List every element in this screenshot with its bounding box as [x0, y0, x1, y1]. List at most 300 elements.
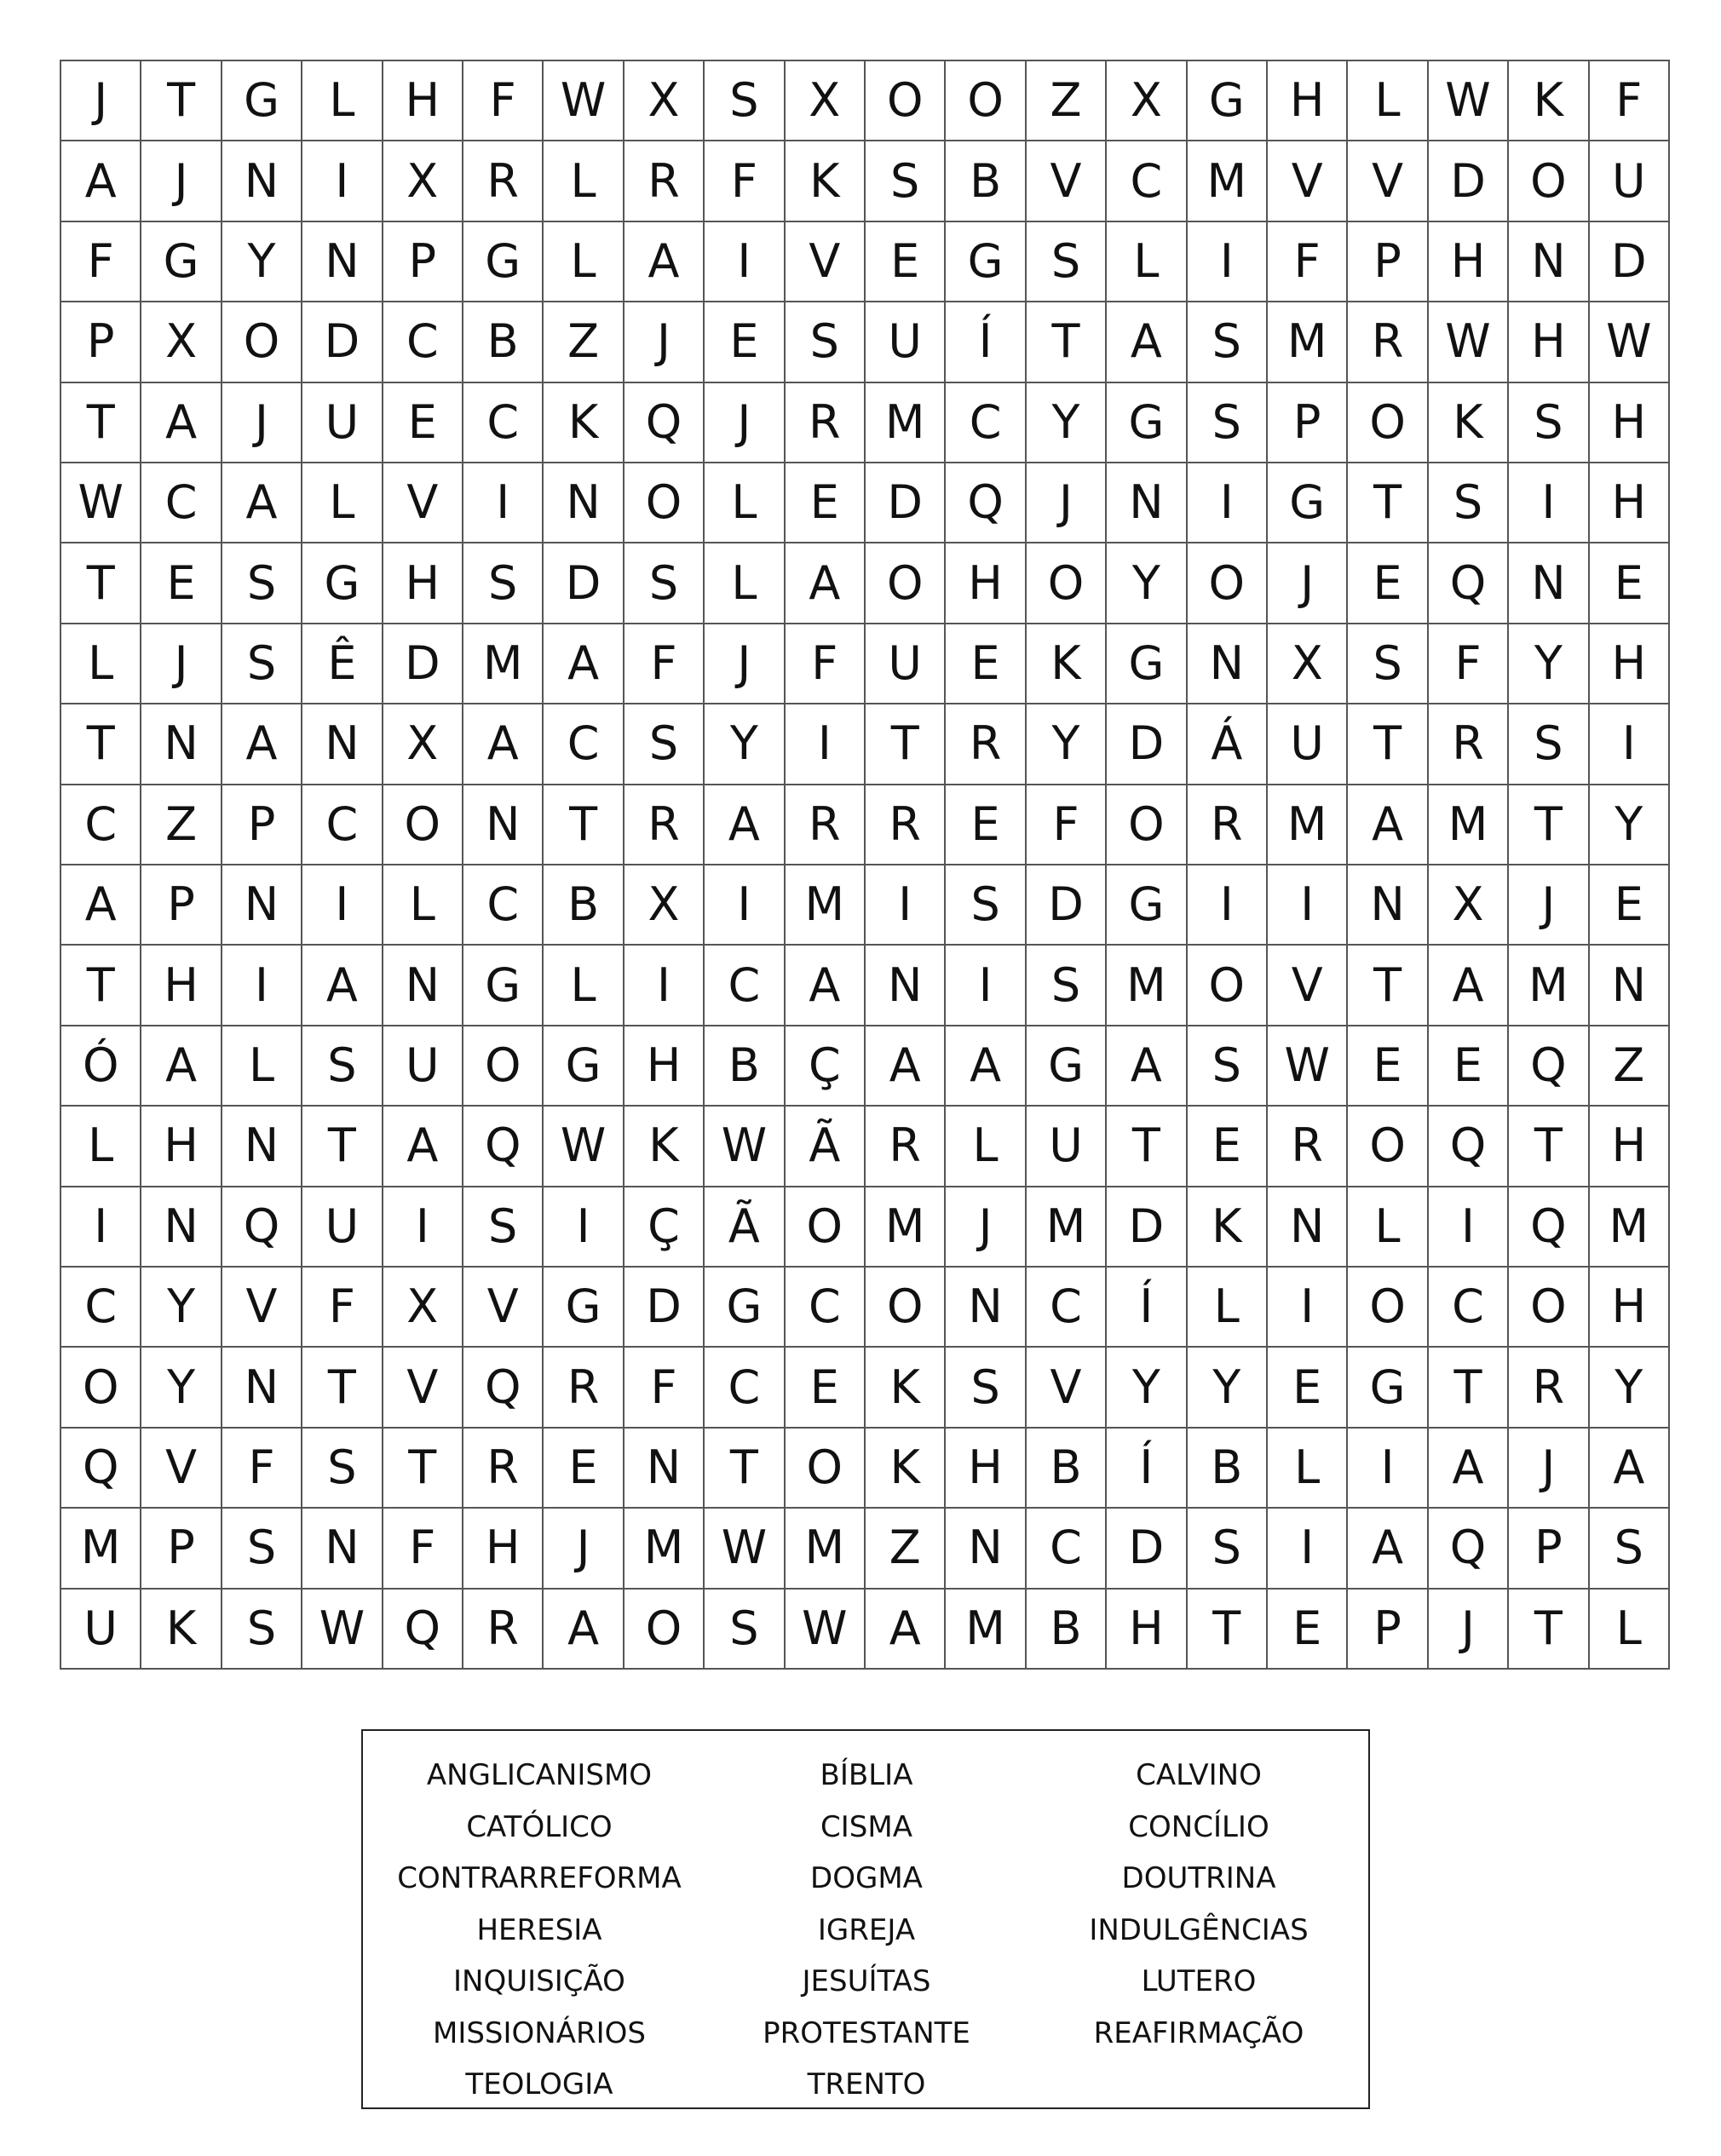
grid-cell[interactable]: F — [302, 1268, 383, 1348]
grid-cell[interactable]: S — [302, 1026, 383, 1107]
grid-cell[interactable]: M — [1268, 302, 1348, 382]
grid-cell[interactable]: P — [1348, 1590, 1428, 1670]
grid-cell[interactable]: N — [866, 946, 946, 1026]
grid-cell[interactable]: C — [1107, 141, 1187, 221]
grid-cell[interactable]: O — [786, 1429, 866, 1509]
grid-cell[interactable]: C — [705, 946, 785, 1026]
grid-cell[interactable]: J — [141, 624, 222, 704]
grid-cell[interactable]: Ã — [705, 1187, 785, 1268]
grid-cell[interactable]: S — [1509, 383, 1589, 463]
grid-cell[interactable]: O — [1348, 1107, 1428, 1187]
grid-cell[interactable]: A — [946, 1026, 1026, 1107]
grid-cell[interactable]: T — [141, 61, 222, 141]
grid-cell[interactable]: W — [302, 1590, 383, 1670]
grid-cell[interactable]: K — [141, 1590, 222, 1670]
grid-cell[interactable]: R — [1348, 302, 1428, 382]
grid-cell[interactable]: L — [383, 865, 463, 946]
grid-cell[interactable]: A — [1429, 946, 1509, 1026]
grid-cell[interactable]: L — [302, 463, 383, 543]
grid-cell[interactable]: Q — [1429, 1107, 1509, 1187]
grid-cell[interactable]: L — [222, 1026, 302, 1107]
grid-cell[interactable]: K — [1429, 383, 1509, 463]
grid-cell[interactable]: C — [463, 383, 544, 463]
grid-cell[interactable]: N — [222, 141, 302, 221]
grid-cell[interactable]: Z — [866, 1509, 946, 1589]
grid-cell[interactable]: J — [222, 383, 302, 463]
grid-cell[interactable]: M — [866, 383, 946, 463]
grid-cell[interactable]: P — [383, 222, 463, 302]
grid-cell[interactable]: X — [786, 61, 866, 141]
grid-cell[interactable]: I — [302, 865, 383, 946]
grid-cell[interactable]: F — [1027, 785, 1107, 865]
grid-cell[interactable]: L — [1590, 1590, 1670, 1670]
grid-cell[interactable]: I — [1268, 1509, 1348, 1589]
grid-cell[interactable]: B — [463, 302, 544, 382]
grid-cell[interactable]: M — [61, 1509, 141, 1589]
grid-cell[interactable]: A — [1107, 302, 1187, 382]
grid-cell[interactable]: E — [786, 1348, 866, 1428]
grid-cell[interactable]: G — [302, 543, 383, 624]
grid-cell[interactable]: O — [866, 1268, 946, 1348]
grid-cell[interactable]: E — [141, 543, 222, 624]
grid-cell[interactable]: S — [463, 543, 544, 624]
grid-cell[interactable]: D — [1107, 704, 1187, 785]
grid-cell[interactable]: Y — [1107, 1348, 1187, 1428]
grid-cell[interactable]: T — [1348, 946, 1428, 1026]
grid-cell[interactable]: K — [866, 1348, 946, 1428]
grid-cell[interactable]: Ç — [625, 1187, 705, 1268]
grid-cell[interactable]: A — [1590, 1429, 1670, 1509]
grid-cell[interactable]: V — [1027, 141, 1107, 221]
grid-cell[interactable]: F — [61, 222, 141, 302]
grid-cell[interactable]: Q — [383, 1590, 463, 1670]
grid-cell[interactable]: E — [1268, 1348, 1348, 1428]
grid-cell[interactable]: T — [302, 1107, 383, 1187]
grid-cell[interactable]: W — [1429, 302, 1509, 382]
grid-cell[interactable]: L — [946, 1107, 1026, 1187]
grid-cell[interactable]: S — [463, 1187, 544, 1268]
grid-cell[interactable]: X — [625, 865, 705, 946]
grid-cell[interactable]: G — [705, 1268, 785, 1348]
grid-cell[interactable]: D — [1107, 1509, 1187, 1589]
grid-cell[interactable]: T — [383, 1429, 463, 1509]
grid-cell[interactable]: H — [1590, 383, 1670, 463]
grid-cell[interactable]: I — [1188, 222, 1268, 302]
grid-cell[interactable]: S — [222, 1590, 302, 1670]
grid-cell[interactable]: U — [866, 302, 946, 382]
grid-cell[interactable]: I — [61, 1187, 141, 1268]
grid-cell[interactable]: V — [141, 1429, 222, 1509]
grid-cell[interactable]: B — [544, 865, 624, 946]
grid-cell[interactable]: T — [1509, 1590, 1589, 1670]
grid-cell[interactable]: N — [222, 1348, 302, 1428]
grid-cell[interactable]: M — [786, 1509, 866, 1589]
grid-cell[interactable]: A — [705, 785, 785, 865]
grid-cell[interactable]: O — [866, 61, 946, 141]
grid-cell[interactable]: S — [946, 865, 1026, 946]
grid-cell[interactable]: I — [1268, 865, 1348, 946]
grid-cell[interactable]: K — [786, 141, 866, 221]
grid-cell[interactable]: T — [61, 383, 141, 463]
grid-cell[interactable]: F — [1268, 222, 1348, 302]
grid-cell[interactable]: B — [946, 141, 1026, 221]
grid-cell[interactable]: C — [61, 1268, 141, 1348]
grid-cell[interactable]: J — [1027, 463, 1107, 543]
grid-cell[interactable]: F — [625, 1348, 705, 1428]
grid-cell[interactable]: T — [1348, 463, 1428, 543]
grid-cell[interactable]: E — [1348, 1026, 1428, 1107]
grid-cell[interactable]: G — [1107, 865, 1187, 946]
grid-cell[interactable]: G — [222, 61, 302, 141]
grid-cell[interactable]: P — [141, 865, 222, 946]
grid-cell[interactable]: O — [1027, 543, 1107, 624]
grid-cell[interactable]: I — [705, 865, 785, 946]
grid-cell[interactable]: Q — [463, 1107, 544, 1187]
grid-cell[interactable]: L — [705, 463, 785, 543]
grid-cell[interactable]: Y — [141, 1268, 222, 1348]
grid-cell[interactable]: Y — [1590, 1348, 1670, 1428]
grid-cell[interactable]: E — [1268, 1590, 1348, 1670]
grid-cell[interactable]: G — [544, 1026, 624, 1107]
grid-cell[interactable]: K — [1027, 624, 1107, 704]
grid-cell[interactable]: M — [1509, 946, 1589, 1026]
grid-cell[interactable]: V — [383, 463, 463, 543]
grid-cell[interactable]: W — [786, 1590, 866, 1670]
grid-cell[interactable]: D — [1429, 141, 1509, 221]
grid-cell[interactable]: E — [946, 624, 1026, 704]
grid-cell[interactable]: R — [544, 1348, 624, 1428]
grid-cell[interactable]: N — [625, 1429, 705, 1509]
grid-cell[interactable]: T — [544, 785, 624, 865]
grid-cell[interactable]: L — [302, 61, 383, 141]
grid-cell[interactable]: U — [383, 1026, 463, 1107]
grid-cell[interactable]: H — [946, 1429, 1026, 1509]
grid-cell[interactable]: J — [625, 302, 705, 382]
grid-cell[interactable]: Ã — [786, 1107, 866, 1187]
grid-cell[interactable]: O — [463, 1026, 544, 1107]
grid-cell[interactable]: M — [1429, 785, 1509, 865]
grid-cell[interactable]: H — [1509, 302, 1589, 382]
grid-cell[interactable]: S — [222, 624, 302, 704]
grid-cell[interactable]: P — [1509, 1509, 1589, 1589]
grid-cell[interactable]: T — [1027, 302, 1107, 382]
grid-cell[interactable]: N — [1188, 624, 1268, 704]
grid-cell[interactable]: O — [1188, 946, 1268, 1026]
grid-cell[interactable]: I — [786, 704, 866, 785]
grid-cell[interactable]: Y — [1188, 1348, 1268, 1428]
grid-cell[interactable]: V — [786, 222, 866, 302]
grid-cell[interactable]: I — [1348, 1429, 1428, 1509]
grid-cell[interactable]: P — [1348, 222, 1428, 302]
grid-cell[interactable]: S — [1188, 302, 1268, 382]
grid-cell[interactable]: S — [1188, 1026, 1268, 1107]
grid-cell[interactable]: O — [625, 1590, 705, 1670]
grid-cell[interactable]: T — [1429, 1348, 1509, 1428]
grid-cell[interactable]: C — [544, 704, 624, 785]
grid-cell[interactable]: S — [222, 543, 302, 624]
grid-cell[interactable]: A — [625, 222, 705, 302]
grid-cell[interactable]: S — [705, 1590, 785, 1670]
grid-cell[interactable]: Q — [1509, 1187, 1589, 1268]
grid-cell[interactable]: B — [705, 1026, 785, 1107]
grid-cell[interactable]: N — [946, 1268, 1026, 1348]
grid-cell[interactable]: E — [1590, 543, 1670, 624]
grid-cell[interactable]: H — [383, 61, 463, 141]
grid-cell[interactable]: E — [1429, 1026, 1509, 1107]
grid-cell[interactable]: V — [1348, 141, 1428, 221]
grid-cell[interactable]: O — [222, 302, 302, 382]
grid-cell[interactable]: H — [141, 946, 222, 1026]
grid-cell[interactable]: H — [1107, 1590, 1187, 1670]
grid-cell[interactable]: U — [1268, 704, 1348, 785]
grid-cell[interactable]: Q — [946, 463, 1026, 543]
grid-cell[interactable]: M — [946, 1590, 1026, 1670]
grid-cell[interactable]: U — [866, 624, 946, 704]
grid-cell[interactable]: N — [302, 222, 383, 302]
grid-cell[interactable]: K — [1509, 61, 1589, 141]
grid-cell[interactable]: O — [1509, 141, 1589, 221]
grid-cell[interactable]: F — [625, 624, 705, 704]
grid-cell[interactable]: C — [463, 865, 544, 946]
grid-cell[interactable]: T — [705, 1429, 785, 1509]
grid-cell[interactable]: H — [1590, 1268, 1670, 1348]
grid-cell[interactable]: I — [1188, 463, 1268, 543]
grid-cell[interactable]: X — [141, 302, 222, 382]
grid-cell[interactable]: L — [61, 624, 141, 704]
grid-cell[interactable]: V — [222, 1268, 302, 1348]
grid-cell[interactable]: U — [1027, 1107, 1107, 1187]
grid-cell[interactable]: L — [544, 222, 624, 302]
grid-cell[interactable]: F — [1590, 61, 1670, 141]
grid-cell[interactable]: S — [946, 1348, 1026, 1428]
grid-cell[interactable]: N — [222, 1107, 302, 1187]
grid-cell[interactable]: Í — [1107, 1429, 1187, 1509]
grid-cell[interactable]: R — [1429, 704, 1509, 785]
grid-cell[interactable]: S — [866, 141, 946, 221]
grid-cell[interactable]: I — [1509, 463, 1589, 543]
grid-cell[interactable]: N — [141, 1187, 222, 1268]
grid-cell[interactable]: A — [222, 704, 302, 785]
grid-cell[interactable]: O — [625, 463, 705, 543]
grid-cell[interactable]: F — [705, 141, 785, 221]
grid-cell[interactable]: R — [625, 141, 705, 221]
grid-cell[interactable]: Á — [1188, 704, 1268, 785]
grid-cell[interactable]: P — [141, 1509, 222, 1589]
grid-cell[interactable]: R — [866, 785, 946, 865]
grid-cell[interactable]: G — [946, 222, 1026, 302]
grid-cell[interactable]: Q — [222, 1187, 302, 1268]
grid-cell[interactable]: W — [1268, 1026, 1348, 1107]
grid-cell[interactable]: L — [705, 543, 785, 624]
grid-cell[interactable]: H — [625, 1026, 705, 1107]
grid-cell[interactable]: Y — [705, 704, 785, 785]
grid-cell[interactable]: T — [1107, 1107, 1187, 1187]
grid-cell[interactable]: E — [1348, 543, 1428, 624]
grid-cell[interactable]: W — [705, 1107, 785, 1187]
grid-cell[interactable]: L — [544, 141, 624, 221]
grid-cell[interactable]: O — [946, 61, 1026, 141]
grid-cell[interactable]: Z — [544, 302, 624, 382]
grid-cell[interactable]: G — [1348, 1348, 1428, 1428]
grid-cell[interactable]: I — [1188, 865, 1268, 946]
grid-cell[interactable]: R — [463, 141, 544, 221]
grid-cell[interactable]: C — [1027, 1509, 1107, 1589]
grid-cell[interactable]: Z — [1590, 1026, 1670, 1107]
grid-cell[interactable]: Y — [222, 222, 302, 302]
grid-cell[interactable]: X — [1268, 624, 1348, 704]
grid-cell[interactable]: I — [302, 141, 383, 221]
grid-cell[interactable]: A — [61, 141, 141, 221]
grid-cell[interactable]: T — [1509, 1107, 1589, 1187]
grid-cell[interactable]: A — [1348, 785, 1428, 865]
grid-cell[interactable]: O — [1348, 1268, 1428, 1348]
grid-cell[interactable]: H — [946, 543, 1026, 624]
grid-cell[interactable]: V — [383, 1348, 463, 1428]
grid-cell[interactable]: Y — [1509, 624, 1589, 704]
grid-cell[interactable]: L — [1268, 1429, 1348, 1509]
grid-cell[interactable]: G — [1107, 624, 1187, 704]
grid-cell[interactable]: N — [1348, 865, 1428, 946]
grid-cell[interactable]: W — [544, 61, 624, 141]
grid-cell[interactable]: C — [302, 785, 383, 865]
grid-cell[interactable]: W — [544, 1107, 624, 1187]
grid-cell[interactable]: E — [1590, 865, 1670, 946]
grid-cell[interactable]: H — [463, 1509, 544, 1589]
grid-cell[interactable]: H — [1590, 1107, 1670, 1187]
grid-cell[interactable]: T — [61, 946, 141, 1026]
grid-cell[interactable]: H — [1429, 222, 1509, 302]
grid-cell[interactable]: H — [383, 543, 463, 624]
grid-cell[interactable]: Í — [946, 302, 1026, 382]
grid-cell[interactable]: G — [463, 222, 544, 302]
grid-cell[interactable]: A — [544, 1590, 624, 1670]
grid-cell[interactable]: M — [1107, 946, 1187, 1026]
grid-cell[interactable]: B — [1188, 1429, 1268, 1509]
grid-cell[interactable]: E — [786, 463, 866, 543]
grid-cell[interactable]: F — [786, 624, 866, 704]
grid-cell[interactable]: Z — [141, 785, 222, 865]
grid-cell[interactable]: Z — [1027, 61, 1107, 141]
grid-cell[interactable]: F — [383, 1509, 463, 1589]
grid-cell[interactable]: X — [1107, 61, 1187, 141]
grid-cell[interactable]: E — [383, 383, 463, 463]
grid-cell[interactable]: A — [222, 463, 302, 543]
grid-cell[interactable]: S — [1027, 222, 1107, 302]
grid-cell[interactable]: T — [1188, 1590, 1268, 1670]
grid-cell[interactable]: K — [866, 1429, 946, 1509]
grid-cell[interactable]: A — [61, 865, 141, 946]
grid-cell[interactable]: N — [1509, 543, 1589, 624]
grid-cell[interactable]: W — [1590, 302, 1670, 382]
grid-cell[interactable]: Y — [1027, 383, 1107, 463]
grid-cell[interactable]: T — [61, 704, 141, 785]
grid-cell[interactable]: R — [786, 383, 866, 463]
grid-cell[interactable]: P — [61, 302, 141, 382]
grid-cell[interactable]: O — [866, 543, 946, 624]
grid-cell[interactable]: V — [1027, 1348, 1107, 1428]
grid-cell[interactable]: M — [1027, 1187, 1107, 1268]
grid-cell[interactable]: A — [786, 946, 866, 1026]
grid-cell[interactable]: D — [866, 463, 946, 543]
grid-cell[interactable]: Ó — [61, 1026, 141, 1107]
grid-cell[interactable]: I — [866, 865, 946, 946]
grid-cell[interactable]: N — [222, 865, 302, 946]
grid-cell[interactable]: D — [544, 543, 624, 624]
grid-cell[interactable]: O — [786, 1187, 866, 1268]
grid-cell[interactable]: M — [866, 1187, 946, 1268]
grid-cell[interactable]: J — [544, 1509, 624, 1589]
grid-cell[interactable]: R — [1268, 1107, 1348, 1187]
grid-cell[interactable]: L — [1107, 222, 1187, 302]
grid-cell[interactable]: K — [1188, 1187, 1268, 1268]
grid-cell[interactable]: E — [1188, 1107, 1268, 1187]
grid-cell[interactable]: J — [946, 1187, 1026, 1268]
grid-cell[interactable]: G — [544, 1268, 624, 1348]
grid-cell[interactable]: O — [1348, 383, 1428, 463]
grid-cell[interactable]: D — [302, 302, 383, 382]
grid-cell[interactable]: T — [1509, 785, 1589, 865]
grid-cell[interactable]: N — [1509, 222, 1589, 302]
grid-cell[interactable]: L — [61, 1107, 141, 1187]
grid-cell[interactable]: I — [544, 1187, 624, 1268]
grid-cell[interactable]: R — [946, 704, 1026, 785]
grid-cell[interactable]: T — [866, 704, 946, 785]
grid-cell[interactable]: C — [383, 302, 463, 382]
grid-cell[interactable]: X — [383, 1268, 463, 1348]
grid-cell[interactable]: I — [946, 946, 1026, 1026]
grid-cell[interactable]: U — [302, 383, 383, 463]
grid-cell[interactable]: J — [141, 141, 222, 221]
grid-cell[interactable]: A — [141, 383, 222, 463]
grid-cell[interactable]: S — [1590, 1509, 1670, 1589]
grid-cell[interactable]: S — [705, 61, 785, 141]
grid-cell[interactable]: A — [1107, 1026, 1187, 1107]
grid-cell[interactable]: I — [625, 946, 705, 1026]
grid-cell[interactable]: C — [1429, 1268, 1509, 1348]
grid-cell[interactable]: J — [61, 61, 141, 141]
grid-cell[interactable]: P — [222, 785, 302, 865]
grid-cell[interactable]: O — [1107, 785, 1187, 865]
grid-cell[interactable]: I — [1429, 1187, 1509, 1268]
grid-cell[interactable]: C — [1027, 1268, 1107, 1348]
grid-cell[interactable]: S — [1027, 946, 1107, 1026]
grid-cell[interactable]: R — [463, 1429, 544, 1509]
grid-cell[interactable]: M — [1188, 141, 1268, 221]
grid-cell[interactable]: D — [383, 624, 463, 704]
grid-cell[interactable]: J — [1429, 1590, 1509, 1670]
grid-cell[interactable]: I — [383, 1187, 463, 1268]
grid-cell[interactable]: I — [705, 222, 785, 302]
grid-cell[interactable]: F — [222, 1429, 302, 1509]
grid-cell[interactable]: A — [1348, 1509, 1428, 1589]
grid-cell[interactable]: J — [1509, 865, 1589, 946]
grid-cell[interactable]: M — [625, 1509, 705, 1589]
grid-cell[interactable]: N — [544, 463, 624, 543]
grid-cell[interactable]: F — [1429, 624, 1509, 704]
grid-cell[interactable]: I — [222, 946, 302, 1026]
grid-cell[interactable]: J — [705, 624, 785, 704]
grid-cell[interactable]: R — [786, 785, 866, 865]
grid-cell[interactable]: S — [1188, 1509, 1268, 1589]
grid-cell[interactable]: R — [866, 1107, 946, 1187]
grid-cell[interactable]: R — [625, 785, 705, 865]
grid-cell[interactable]: I — [1268, 1268, 1348, 1348]
grid-cell[interactable]: W — [1429, 61, 1509, 141]
grid-cell[interactable]: Ç — [786, 1026, 866, 1107]
grid-cell[interactable]: S — [625, 704, 705, 785]
grid-cell[interactable]: A — [383, 1107, 463, 1187]
grid-cell[interactable]: O — [1509, 1268, 1589, 1348]
